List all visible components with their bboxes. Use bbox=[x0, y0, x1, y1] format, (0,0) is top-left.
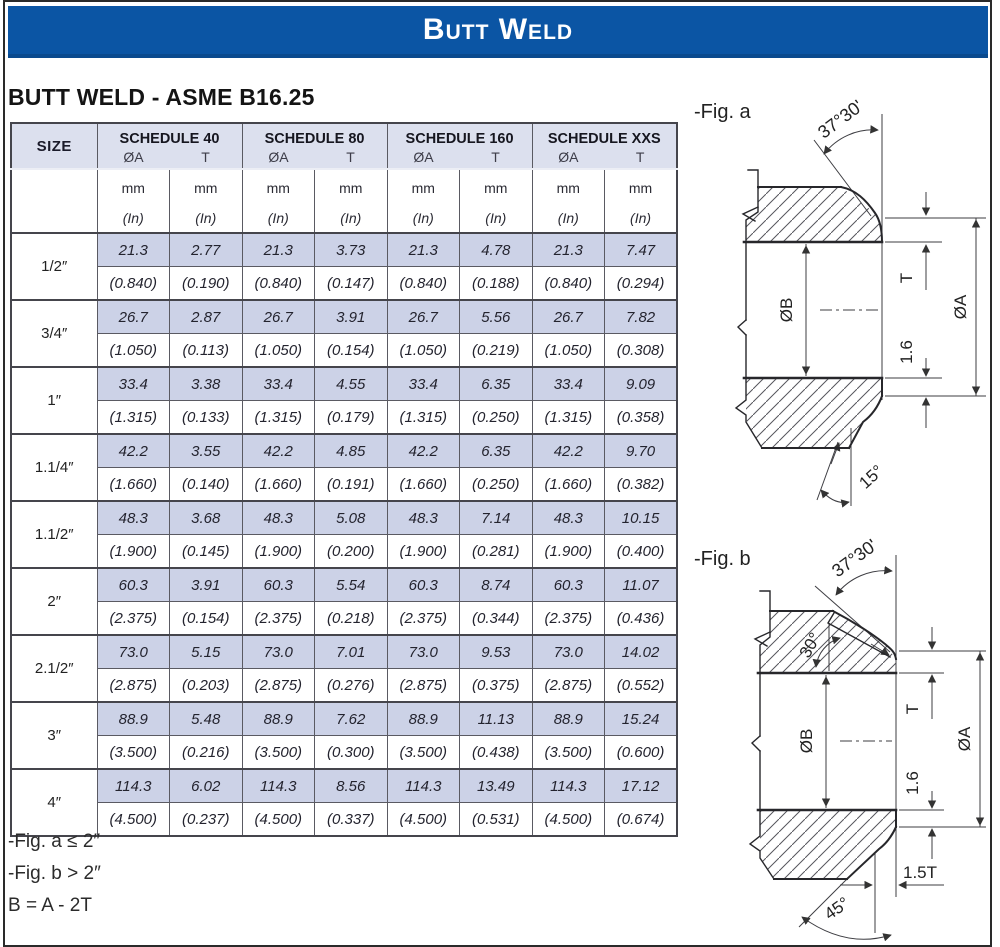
mm-value-cell: 60.3 bbox=[242, 568, 315, 602]
page-title: BUTT WELD - ASME B16.25 bbox=[8, 84, 315, 110]
in-value-cell: (0.840) bbox=[97, 267, 170, 301]
dim-land-label-b: 1.5T bbox=[902, 863, 938, 882]
in-value-cell: (0.147) bbox=[315, 267, 388, 301]
mm-value-cell: 5.15 bbox=[170, 635, 243, 669]
mm-value-cell: 15.24 bbox=[605, 702, 678, 736]
lower-wall-hatch bbox=[746, 378, 882, 448]
top-banner bbox=[8, 6, 988, 58]
dim-t-label-b: T bbox=[903, 703, 922, 715]
angle-inner-bevel-label-b: 30° bbox=[795, 629, 825, 662]
mm-value-cell: 73.0 bbox=[387, 635, 460, 669]
in-value-cell: (2.875) bbox=[532, 669, 605, 703]
in-value-cell: (1.660) bbox=[532, 468, 605, 502]
unit-in-label: (In) bbox=[412, 210, 434, 226]
unit-cell bbox=[605, 169, 678, 233]
in-value-cell: (2.375) bbox=[387, 602, 460, 636]
mm-value-cell: 14.02 bbox=[605, 635, 678, 669]
table-row-mm bbox=[11, 769, 677, 803]
mm-value-cell: 2.87 bbox=[170, 300, 243, 334]
in-value-cell: (0.113) bbox=[170, 334, 243, 368]
in-value-cell: (0.276) bbox=[315, 669, 388, 703]
dim-od-label-b: ØA bbox=[955, 726, 974, 752]
mm-value-cell: 3.73 bbox=[315, 233, 388, 267]
mm-value-cell: 42.2 bbox=[532, 434, 605, 468]
angle-bevel-label-b: 37°30' bbox=[828, 535, 881, 582]
mm-value-cell: 33.4 bbox=[97, 367, 170, 401]
in-value-cell: (3.500) bbox=[532, 736, 605, 770]
in-value-cell: (3.500) bbox=[97, 736, 170, 770]
mm-value-cell: 60.3 bbox=[97, 568, 170, 602]
table-row-in bbox=[11, 602, 677, 636]
in-value-cell: (2.875) bbox=[387, 669, 460, 703]
in-value-cell: (0.375) bbox=[460, 669, 533, 703]
unit-mm-label: mm bbox=[556, 180, 580, 196]
mm-value-cell: 88.9 bbox=[532, 702, 605, 736]
in-value-cell: (0.552) bbox=[605, 669, 678, 703]
mm-value-cell: 7.47 bbox=[605, 233, 678, 267]
mm-value-cell: 114.3 bbox=[387, 769, 460, 803]
note-fig-b: -Fig. b > 2″ bbox=[8, 863, 101, 884]
mm-value-cell: 73.0 bbox=[242, 635, 315, 669]
table-row-in bbox=[11, 267, 677, 301]
mm-value-cell: 4.85 bbox=[315, 434, 388, 468]
in-value-cell: (0.600) bbox=[605, 736, 678, 770]
mm-value-cell: 48.3 bbox=[532, 501, 605, 535]
mm-value-cell: 7.14 bbox=[460, 501, 533, 535]
mm-value-cell: 3.68 bbox=[170, 501, 243, 535]
in-value-cell: (0.154) bbox=[315, 334, 388, 368]
table-row-mm bbox=[11, 300, 677, 334]
dim-root-label-a: 1.6 bbox=[897, 340, 916, 364]
size-cell: 4″ bbox=[11, 769, 97, 836]
in-value-cell: (1.900) bbox=[387, 535, 460, 569]
dim-bore-label-b: ØB bbox=[797, 728, 816, 754]
in-value-cell: (0.358) bbox=[605, 401, 678, 435]
dim-bore-label-a: ØB bbox=[777, 297, 796, 323]
unit-mm-label: mm bbox=[484, 180, 508, 196]
in-value-cell: (1.050) bbox=[97, 334, 170, 368]
in-value-cell: (0.840) bbox=[532, 267, 605, 301]
mm-value-cell: 21.3 bbox=[387, 233, 460, 267]
mm-value-cell: 88.9 bbox=[97, 702, 170, 736]
mm-value-cell: 42.2 bbox=[97, 434, 170, 468]
mm-value-cell: 6.35 bbox=[460, 367, 533, 401]
in-value-cell: (0.436) bbox=[605, 602, 678, 636]
unit-in-label: (In) bbox=[630, 210, 652, 226]
mm-value-cell: 4.55 bbox=[315, 367, 388, 401]
size-cell: 1/2″ bbox=[11, 233, 97, 300]
in-value-cell: (0.188) bbox=[460, 267, 533, 301]
size-cell: 2.1/2″ bbox=[11, 635, 97, 702]
unit-cell bbox=[315, 169, 388, 233]
unit-mm-label: mm bbox=[339, 180, 363, 196]
mm-value-cell: 114.3 bbox=[242, 769, 315, 803]
mm-value-cell: 4.78 bbox=[460, 233, 533, 267]
in-value-cell: (3.500) bbox=[387, 736, 460, 770]
mm-value-cell: 48.3 bbox=[242, 501, 315, 535]
dim-t-label-a: T bbox=[897, 272, 916, 284]
angle-taper-label-a: 15° bbox=[855, 461, 888, 493]
size-cell: 1.1/2″ bbox=[11, 501, 97, 568]
mm-value-cell: 114.3 bbox=[97, 769, 170, 803]
mm-value-cell: 7.82 bbox=[605, 300, 678, 334]
table-row-in bbox=[11, 736, 677, 770]
mm-value-cell: 3.55 bbox=[170, 434, 243, 468]
table-row-in bbox=[11, 334, 677, 368]
in-value-cell: (1.660) bbox=[97, 468, 170, 502]
in-value-cell: (1.315) bbox=[242, 401, 315, 435]
mm-value-cell: 26.7 bbox=[532, 300, 605, 334]
table-row-in bbox=[11, 535, 677, 569]
mm-value-cell: 6.02 bbox=[170, 769, 243, 803]
mm-value-cell: 33.4 bbox=[532, 367, 605, 401]
mm-value-cell: 21.3 bbox=[242, 233, 315, 267]
unit-cell bbox=[97, 169, 170, 233]
unit-cell bbox=[170, 169, 243, 233]
mm-value-cell: 5.48 bbox=[170, 702, 243, 736]
in-value-cell: (4.500) bbox=[97, 803, 170, 837]
in-value-cell: (0.203) bbox=[170, 669, 243, 703]
mm-value-cell: 48.3 bbox=[97, 501, 170, 535]
size-cell: 1″ bbox=[11, 367, 97, 434]
table-row-mm bbox=[11, 367, 677, 401]
in-value-cell: (0.294) bbox=[605, 267, 678, 301]
table-row-in bbox=[11, 803, 677, 837]
group-label: SCHEDULE XXS bbox=[547, 130, 661, 147]
unit-mm-label: mm bbox=[411, 180, 435, 196]
subheader-t: T bbox=[491, 148, 500, 165]
table-row-mm bbox=[11, 501, 677, 535]
in-value-cell: (2.375) bbox=[532, 602, 605, 636]
mm-value-cell: 26.7 bbox=[242, 300, 315, 334]
in-value-cell: (0.674) bbox=[605, 803, 678, 837]
unit-in-label: (In) bbox=[340, 210, 362, 226]
unit-in-label: (In) bbox=[485, 210, 507, 226]
size-cell: 3″ bbox=[11, 702, 97, 769]
unit-in-label: (In) bbox=[557, 210, 579, 226]
schedule-40-header bbox=[97, 123, 242, 169]
in-value-cell: (0.218) bbox=[315, 602, 388, 636]
figure-b-label: -Fig. b bbox=[694, 548, 751, 570]
subheader-od: ØA bbox=[558, 148, 579, 165]
in-value-cell: (0.337) bbox=[315, 803, 388, 837]
in-value-cell: (4.500) bbox=[387, 803, 460, 837]
mm-value-cell: 21.3 bbox=[97, 233, 170, 267]
mm-value-cell: 10.15 bbox=[605, 501, 678, 535]
upper-wall-hatch bbox=[760, 611, 896, 673]
in-value-cell: (0.216) bbox=[170, 736, 243, 770]
in-value-cell: (0.179) bbox=[315, 401, 388, 435]
size-cell: 1.1/4″ bbox=[11, 434, 97, 501]
in-value-cell: (2.875) bbox=[97, 669, 170, 703]
mm-value-cell: 11.07 bbox=[605, 568, 678, 602]
in-value-cell: (1.050) bbox=[242, 334, 315, 368]
in-value-cell: (0.840) bbox=[387, 267, 460, 301]
in-value-cell: (1.050) bbox=[532, 334, 605, 368]
angle-taper-label-b: 45° bbox=[820, 893, 853, 924]
unit-mm-label: mm bbox=[194, 180, 218, 196]
mm-value-cell: 33.4 bbox=[242, 367, 315, 401]
spec-table-body bbox=[11, 233, 677, 836]
unit-in-label: (In) bbox=[267, 210, 289, 226]
in-value-cell: (0.250) bbox=[460, 468, 533, 502]
table-row-mm bbox=[11, 702, 677, 736]
figure-b-drawing bbox=[688, 533, 990, 941]
in-value-cell: (1.315) bbox=[97, 401, 170, 435]
mm-value-cell: 13.49 bbox=[460, 769, 533, 803]
note-fig-a: -Fig. a ≤ 2″ bbox=[8, 831, 101, 852]
table-row-mm bbox=[11, 568, 677, 602]
in-value-cell: (4.500) bbox=[242, 803, 315, 837]
units-row bbox=[11, 169, 677, 233]
footnotes bbox=[8, 826, 101, 922]
mm-value-cell: 26.7 bbox=[97, 300, 170, 334]
mm-value-cell: 5.56 bbox=[460, 300, 533, 334]
mm-value-cell: 8.56 bbox=[315, 769, 388, 803]
unit-cell bbox=[460, 169, 533, 233]
in-value-cell: (0.133) bbox=[170, 401, 243, 435]
in-value-cell: (0.382) bbox=[605, 468, 678, 502]
blank-cell bbox=[11, 169, 97, 233]
note-formula: B = A - 2T bbox=[8, 895, 92, 916]
in-value-cell: (0.281) bbox=[460, 535, 533, 569]
in-value-cell: (0.140) bbox=[170, 468, 243, 502]
group-label: SCHEDULE 160 bbox=[405, 130, 514, 147]
mm-value-cell: 7.01 bbox=[315, 635, 388, 669]
in-value-cell: (0.344) bbox=[460, 602, 533, 636]
unit-cell bbox=[242, 169, 315, 233]
schedule-80-header bbox=[242, 123, 387, 169]
mm-value-cell: 114.3 bbox=[532, 769, 605, 803]
table-row-mm bbox=[11, 233, 677, 267]
mm-value-cell: 3.91 bbox=[170, 568, 243, 602]
in-value-cell: (2.375) bbox=[242, 602, 315, 636]
table-row-mm bbox=[11, 635, 677, 669]
mm-value-cell: 3.38 bbox=[170, 367, 243, 401]
in-value-cell: (0.250) bbox=[460, 401, 533, 435]
in-value-cell: (2.375) bbox=[97, 602, 170, 636]
in-value-cell: (1.660) bbox=[242, 468, 315, 502]
size-cell: 3/4″ bbox=[11, 300, 97, 367]
mm-value-cell: 73.0 bbox=[97, 635, 170, 669]
unit-in-label: (In) bbox=[195, 210, 217, 226]
in-value-cell: (0.145) bbox=[170, 535, 243, 569]
in-value-cell: (1.900) bbox=[532, 535, 605, 569]
size-column-header: SIZE bbox=[11, 123, 97, 169]
mm-value-cell: 7.62 bbox=[315, 702, 388, 736]
mm-value-cell: 42.2 bbox=[387, 434, 460, 468]
in-value-cell: (0.154) bbox=[170, 602, 243, 636]
subheader-t: T bbox=[635, 148, 645, 165]
mm-value-cell: 9.70 bbox=[605, 434, 678, 468]
in-value-cell: (0.191) bbox=[315, 468, 388, 502]
unit-mm-label: mm bbox=[121, 180, 145, 196]
dim-root-label-b: 1.6 bbox=[903, 771, 922, 795]
table-row-in bbox=[11, 468, 677, 502]
figure-a-label: -Fig. a bbox=[694, 101, 751, 123]
mm-value-cell: 88.9 bbox=[242, 702, 315, 736]
subheader-od: ØA bbox=[123, 148, 144, 165]
in-value-cell: (1.315) bbox=[532, 401, 605, 435]
in-value-cell: (4.500) bbox=[532, 803, 605, 837]
schedule-xxs-header bbox=[532, 123, 677, 169]
in-value-cell: (1.315) bbox=[387, 401, 460, 435]
mm-value-cell: 21.3 bbox=[532, 233, 605, 267]
in-value-cell: (0.531) bbox=[460, 803, 533, 837]
schedule-160-header bbox=[387, 123, 532, 169]
mm-value-cell: 5.54 bbox=[315, 568, 388, 602]
unit-mm-label: mm bbox=[266, 180, 290, 196]
mm-value-cell: 17.12 bbox=[605, 769, 678, 803]
in-value-cell: (2.875) bbox=[242, 669, 315, 703]
mm-value-cell: 11.13 bbox=[460, 702, 533, 736]
in-value-cell: (1.900) bbox=[97, 535, 170, 569]
mm-value-cell: 73.0 bbox=[532, 635, 605, 669]
dim-od-label-a: ØA bbox=[951, 294, 970, 320]
size-cell: 2″ bbox=[11, 568, 97, 635]
mm-value-cell: 9.53 bbox=[460, 635, 533, 669]
mm-value-cell: 48.3 bbox=[387, 501, 460, 535]
lower-wall-hatch bbox=[760, 810, 896, 879]
in-value-cell: (0.400) bbox=[605, 535, 678, 569]
subheader-t: T bbox=[201, 148, 210, 165]
in-value-cell: (3.500) bbox=[242, 736, 315, 770]
in-value-cell: (0.200) bbox=[315, 535, 388, 569]
table-row-in bbox=[11, 669, 677, 703]
in-value-cell: (1.660) bbox=[387, 468, 460, 502]
angle-bevel-label-a: 37°30' bbox=[814, 95, 867, 143]
unit-cell bbox=[532, 169, 605, 233]
mm-value-cell: 8.74 bbox=[460, 568, 533, 602]
subheader-od: ØA bbox=[413, 148, 434, 165]
unit-mm-label: mm bbox=[628, 180, 653, 196]
in-value-cell: (0.190) bbox=[170, 267, 243, 301]
subheader-t: T bbox=[346, 148, 355, 165]
upper-wall-hatch bbox=[746, 187, 882, 242]
mm-value-cell: 2.77 bbox=[170, 233, 243, 267]
mm-value-cell: 6.35 bbox=[460, 434, 533, 468]
in-value-cell: (0.219) bbox=[460, 334, 533, 368]
dimensions-table bbox=[10, 122, 678, 837]
in-value-cell: (0.308) bbox=[605, 334, 678, 368]
mm-value-cell: 3.91 bbox=[315, 300, 388, 334]
mm-value-cell: 9.09 bbox=[605, 367, 678, 401]
group-label: SCHEDULE 40 bbox=[119, 130, 220, 147]
mm-value-cell: 42.2 bbox=[242, 434, 315, 468]
in-value-cell: (0.438) bbox=[460, 736, 533, 770]
mm-value-cell: 60.3 bbox=[387, 568, 460, 602]
banner-title: Butt Weld bbox=[422, 13, 574, 46]
in-value-cell: (0.840) bbox=[242, 267, 315, 301]
mm-value-cell: 88.9 bbox=[387, 702, 460, 736]
mm-value-cell: 60.3 bbox=[532, 568, 605, 602]
in-value-cell: (1.900) bbox=[242, 535, 315, 569]
unit-in-label: (In) bbox=[122, 210, 144, 226]
mm-value-cell: 33.4 bbox=[387, 367, 460, 401]
subheader-od: ØA bbox=[268, 148, 289, 165]
in-value-cell: (1.050) bbox=[387, 334, 460, 368]
table-row-mm bbox=[11, 434, 677, 468]
table-header-row bbox=[11, 123, 677, 169]
in-value-cell: (0.300) bbox=[315, 736, 388, 770]
unit-cell bbox=[387, 169, 460, 233]
in-value-cell: (0.237) bbox=[170, 803, 243, 837]
mm-value-cell: 5.08 bbox=[315, 501, 388, 535]
figure-a-drawing bbox=[688, 90, 990, 510]
group-label: SCHEDULE 80 bbox=[264, 130, 365, 147]
mm-value-cell: 26.7 bbox=[387, 300, 460, 334]
table-row-in bbox=[11, 401, 677, 435]
